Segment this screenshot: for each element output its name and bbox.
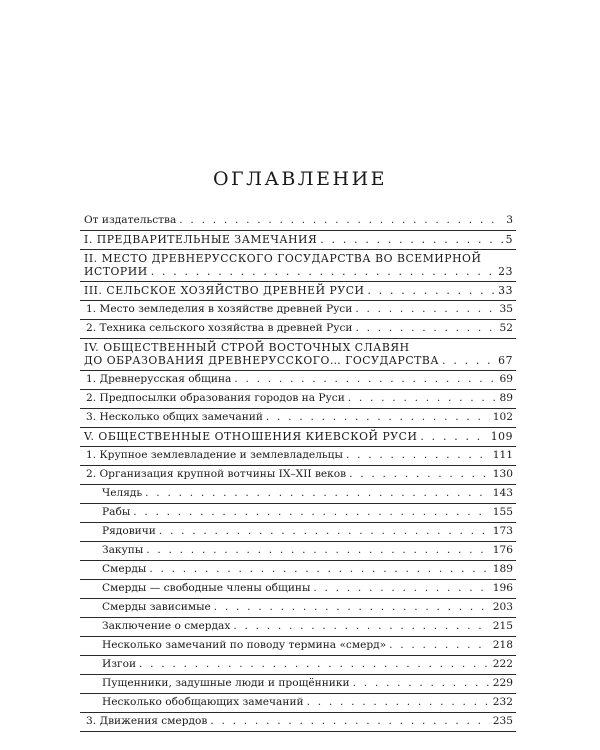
toc-entry-ch4[interactable] xyxy=(80,339,516,371)
toc-entry-title: От издательства xyxy=(84,214,177,226)
toc-entry-page-number: 102 xyxy=(492,411,513,423)
page-title: ОГЛАВЛЕНИЕ xyxy=(212,168,388,190)
dot-leader xyxy=(159,525,490,538)
toc-entry-title: 2. Техника сельского хозяйства в древней Руси xyxy=(86,322,353,334)
dot-leader xyxy=(145,487,490,500)
toc-entry-ch5-1[interactable] xyxy=(80,447,516,466)
toc-entry-title: Челядь xyxy=(102,487,143,499)
toc-entry-title: Смерды зависимые xyxy=(102,601,211,613)
toc-entry-page-number: 218 xyxy=(492,639,513,651)
toc-entry-page-number: 35 xyxy=(499,303,513,315)
toc-entry-page-number: 215 xyxy=(492,620,513,632)
dot-leader xyxy=(320,233,502,246)
dot-leader xyxy=(368,284,496,297)
toc-entry-publisher[interactable] xyxy=(80,212,516,231)
toc-entry-ch5-2-l[interactable] xyxy=(80,694,516,713)
dot-leader xyxy=(214,601,490,614)
toc-entry-ch5-2-g[interactable] xyxy=(80,599,516,618)
toc-entry-title: Рядовичи xyxy=(102,525,156,537)
toc-entry-ch5-2-e[interactable] xyxy=(80,561,516,580)
toc-entry-ch5-2-j[interactable] xyxy=(80,656,516,675)
toc-entry-title: Пущенники, задушные люди и прощённики xyxy=(102,677,350,689)
toc-entry-title: 1. Крупное землевладение и землевладельцы xyxy=(86,449,343,461)
dot-leader xyxy=(389,639,490,652)
toc-entry-title: Изгои xyxy=(102,658,137,670)
toc-entry-title: Смерды xyxy=(102,563,147,575)
toc-entry-ch5-2-i[interactable] xyxy=(80,637,516,656)
dot-leader xyxy=(346,449,490,462)
toc-entry-title: I. ПРЕДВАРИТЕЛЬНЫЕ ЗАМЕЧАНИЯ xyxy=(84,233,318,246)
toc-entry-title-first-line: IV. ОБЩЕСТВЕННЫЙ СТРОЙ ВОСТОЧНЫХ СЛАВЯН xyxy=(84,341,410,354)
toc-entry-ch2[interactable] xyxy=(80,250,516,282)
dot-leader xyxy=(348,392,497,405)
toc-entry-page-number: 222 xyxy=(492,658,513,670)
toc-entry-ch5-2-b[interactable] xyxy=(80,504,516,523)
toc-entry-page-number: 235 xyxy=(492,715,513,727)
toc-entry-ch4-1[interactable] xyxy=(80,371,516,390)
toc-entry-page-number: 23 xyxy=(498,265,513,278)
toc-entry-page-number: 69 xyxy=(499,373,513,385)
dot-leader xyxy=(266,411,490,424)
toc-entry-page-number: 130 xyxy=(492,468,513,480)
toc-entry-ch5-2-c[interactable] xyxy=(80,523,516,542)
toc-entry-ch3[interactable] xyxy=(80,282,516,301)
toc-entry-ch5-2[interactable] xyxy=(80,466,516,485)
toc-entry-page-number: 176 xyxy=(492,544,513,556)
toc-entry-ch3-1[interactable] xyxy=(80,301,516,320)
dot-leader xyxy=(442,354,495,367)
toc-entry-title: ИСТОРИИ xyxy=(84,265,148,278)
toc-entry-page-number: 229 xyxy=(492,677,513,689)
toc-entry-title: 2. Организация крупной вотчины IX–XII веков xyxy=(86,468,347,480)
dot-leader xyxy=(234,373,496,386)
dot-leader xyxy=(179,214,503,227)
toc-entry-ch5-2-a[interactable] xyxy=(80,485,516,504)
toc-entry-title: 1. Древнерусская община xyxy=(86,373,232,385)
toc-entry-title: Несколько замечаний по поводу термина «смерд» xyxy=(102,639,387,651)
dot-leader xyxy=(353,677,490,690)
toc-entry-ch5-2-k[interactable] xyxy=(80,675,516,694)
dot-leader xyxy=(349,468,490,481)
toc-entry-page-number: 89 xyxy=(499,392,513,404)
toc-entry-ch1[interactable] xyxy=(80,231,516,250)
toc-entry-page-number: 196 xyxy=(492,582,513,594)
toc-entry-title: 3. Движения смердов xyxy=(86,715,208,727)
toc-entry-title: III. СЕЛЬСКОЕ ХОЗЯЙСТВО ДРЕВНЕЙ РУСИ xyxy=(84,284,365,297)
toc-entry-title: Несколько обобщающих замечаний xyxy=(102,696,304,708)
dot-leader xyxy=(307,696,490,709)
dot-leader xyxy=(151,265,495,278)
dot-leader xyxy=(313,582,489,595)
dot-leader xyxy=(146,544,490,557)
toc-entry-ch5-3[interactable] xyxy=(80,713,516,732)
dot-leader xyxy=(139,658,490,671)
toc-entry-title-first-line: II. МЕСТО ДРЕВНЕРУССКОГО ГОСУДАРСТВА ВО ВСЕМИРНОЙ xyxy=(84,252,482,265)
toc-entry-page-number: 203 xyxy=(492,601,513,613)
toc-entry-title: Смерды — свободные члены общины xyxy=(102,582,311,594)
toc-entry-page-number: 109 xyxy=(490,430,513,443)
toc-entry-page-number: 232 xyxy=(492,696,513,708)
toc-entry-title: V. ОБЩЕСТВЕННЫЕ ОТНОШЕНИЯ КИЕВСКОЙ РУСИ xyxy=(84,430,418,443)
toc-entry-title: Рабы xyxy=(102,506,131,518)
toc-entry-ch5-2-f[interactable] xyxy=(80,580,516,599)
dot-leader xyxy=(355,322,496,335)
toc-entry-title: 1. Место земледелия в хозяйстве древней Руси xyxy=(86,303,353,315)
toc-entry-page-number: 173 xyxy=(492,525,513,537)
dot-leader xyxy=(149,563,489,576)
toc-entry-title: ДО ОБРАЗОВАНИЯ ДРЕВНЕРУССКОГО… ГОСУДАРСТВА xyxy=(84,354,440,367)
toc-entry-title: 3. Несколько общих замечаний xyxy=(86,411,263,423)
toc-entry-page-number: 143 xyxy=(492,487,513,499)
dot-leader xyxy=(133,506,490,519)
dot-leader xyxy=(210,715,489,728)
toc-entry-page-number: 67 xyxy=(498,354,513,367)
toc-entry-ch5-2-h[interactable] xyxy=(80,618,516,637)
dot-leader xyxy=(355,303,496,316)
toc-entry-ch5[interactable] xyxy=(80,428,516,447)
toc-entry-page-number: 155 xyxy=(492,506,513,518)
toc-entry-ch3-2[interactable] xyxy=(80,320,516,339)
toc-entry-page-number: 189 xyxy=(492,563,513,575)
toc-entry-page-number: 33 xyxy=(498,284,513,297)
table-of-contents xyxy=(80,212,516,732)
toc-entry-ch4-3[interactable] xyxy=(80,409,516,428)
toc-entry-page-number: 52 xyxy=(499,322,513,334)
toc-entry-title: 2. Предпосылки образования городов на Руси xyxy=(86,392,345,404)
toc-entry-page-number: 5 xyxy=(505,233,513,246)
toc-entry-title: Заключение о смердах xyxy=(102,620,231,632)
dot-leader xyxy=(233,620,489,633)
dot-leader xyxy=(420,430,487,443)
toc-entry-ch4-2[interactable] xyxy=(80,390,516,409)
toc-entry-title: Закупы xyxy=(102,544,144,556)
toc-entry-page-number: 111 xyxy=(492,449,513,461)
toc-entry-page-number: 3 xyxy=(506,214,513,226)
toc-entry-ch5-2-d[interactable] xyxy=(80,542,516,561)
